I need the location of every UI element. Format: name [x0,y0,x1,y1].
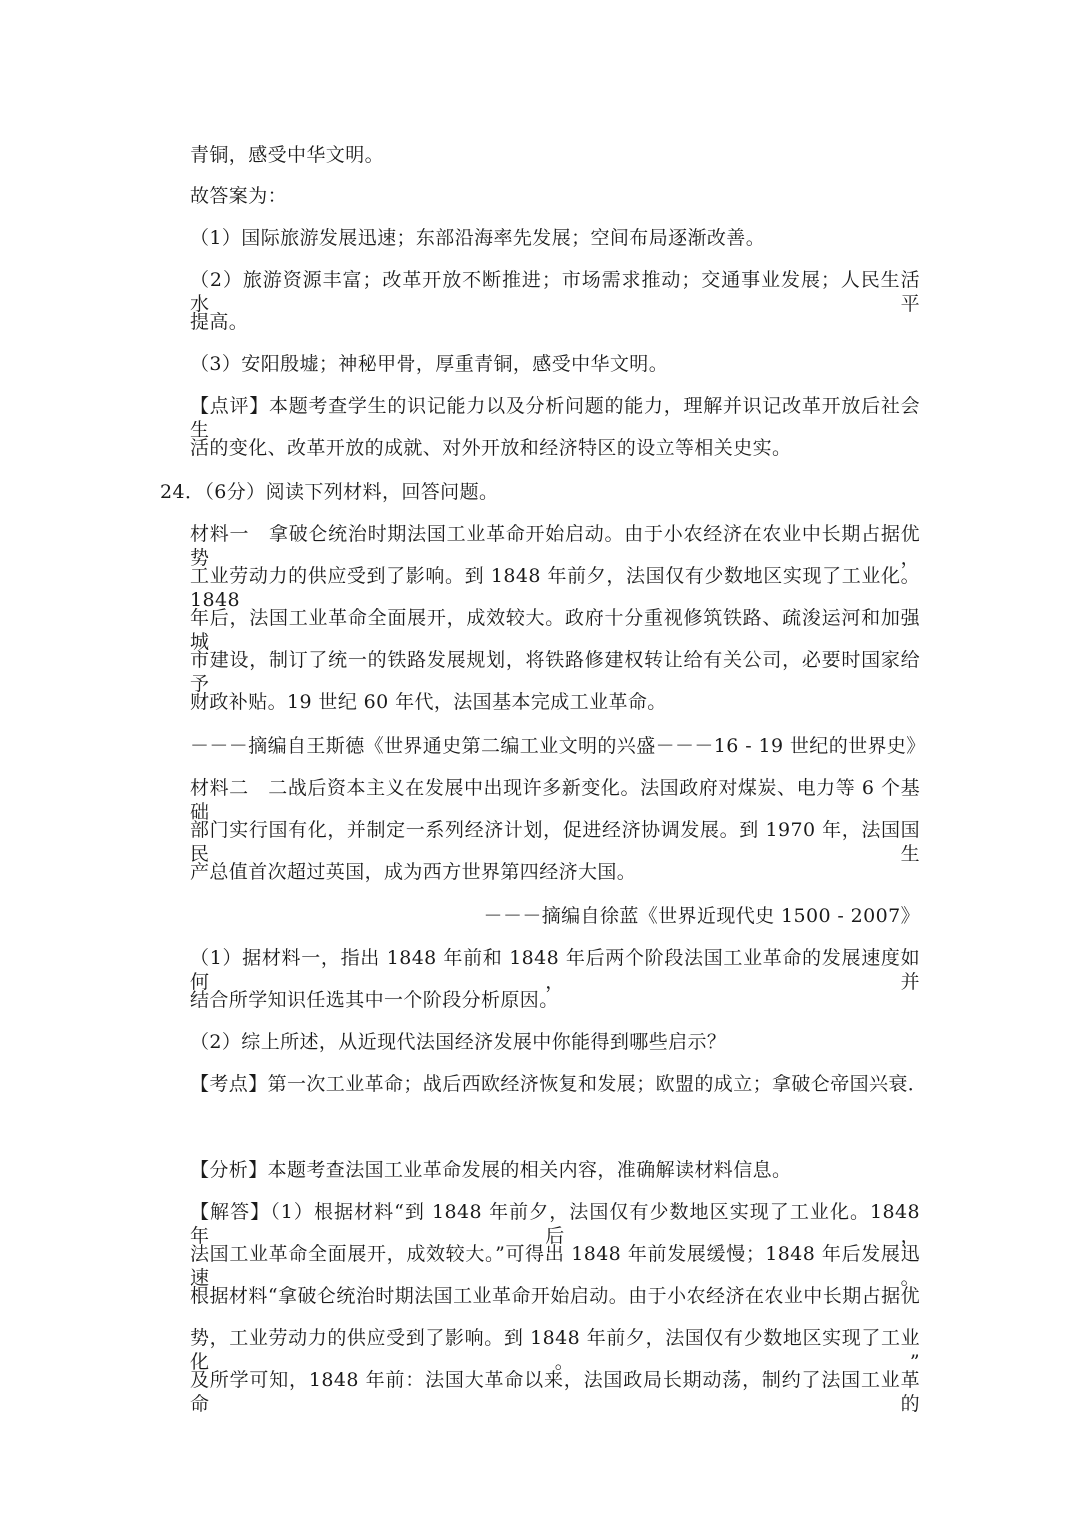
answer-heading: 故答案为： [190,185,288,207]
solution-line-5: 及所学可知，1848 年前：法国大革命以来，法国政局长期动荡，制约了法国工业革命的 [190,1369,920,1415]
material-2-line-3: 产总值首次超过英国，成为西方世界第四经济大国。 [190,861,637,883]
material-2-line-2: 部门实行国有化，并制定一系列经济计划，促进经济协调发展。到 1970 年，法国国民生 [190,819,920,865]
material-1-line-2: 工业劳动力的供应受到了影响。到 1848 年前夕，法国仅有少数地区实现了工业化。1848 [190,565,920,611]
answer-continuation: 青铜，感受中华文明。 [190,144,385,166]
solution-line-3: 根据材料“拿破仑统治时期法国工业革命开始启动。由于小农经济在农业中长期占据优 [190,1285,920,1307]
key-points: 【考点】第一次工业革命；战后西欧经济恢复和发展；欧盟的成立；拿破仑帝国兴衰． [190,1073,928,1095]
material-1-line-4: 市建设，制订了统一的铁路发展规划，将铁路修建权转让给有关公司，必要时国家给予 [190,649,920,695]
comment-paragraph: 【点评】本题考查学生的识记能力以及分析问题的能力，理解并识记改革开放后社会生 [190,395,920,441]
solution-line-4: 势，工业劳动力的供应受到了影响。到 1848 年前夕，法国仅有少数地区实现了工业化。” [190,1327,920,1373]
comment-paragraph-cont: 活的变化、改革开放的成就、对外开放和经济特区的设立等相关史实。 [190,437,792,459]
sub-question-1-cont: 结合所学知识任选其中一个阶段分析原因。 [190,989,559,1011]
solution-line-2: 法国工业革命全面展开，成效较大。”可得出 1848 年前发展缓慢；1848 年后发展迅速。 [190,1243,920,1289]
answer-item-2-cont: 提高。 [190,311,249,333]
material-2-source: －－－摘编自徐蓝《世界近现代史 1500 - 2007》 [483,905,920,927]
sub-question-2: （2）综上所述，从近现代法国经济发展中你能得到哪些启示？ [190,1031,727,1053]
sub-question-1: （1）据材料一，指出 1848 年前和 1848 年后两个阶段法国工业革命的发展速度如何，并 [190,947,920,993]
material-2-line-1: 材料二 二战后资本主义在发展中出现许多新变化。法国政府对煤炭、电力等 6 个基础 [190,777,920,823]
answer-item-1: （1）国际旅游发展迅速；东部沿海率先发展；空间布局逐渐改善。 [190,227,766,249]
answer-item-2: （2）旅游资源丰富；改革开放不断推进；市场需求推动；交通事业发展；人民生活水平 [190,269,920,315]
material-1-line-1: 材料一 拿破仑统治时期法国工业革命开始启动。由于小农经济在农业中长期占据优势， [190,523,920,569]
analysis: 【分析】本题考查法国工业革命发展的相关内容，准确解读材料信息。 [190,1159,792,1181]
material-1-line-3: 年后，法国工业革命全面展开，成效较大。政府十分重视修筑铁路、疏浚运河和加强城 [190,607,920,653]
question-24-title: 24．（6分）阅读下列材料，回答问题。 [160,481,499,503]
material-1-source: －－－摘编自王斯德《世界通史第二编工业文明的兴盛－－－16 - 19 世纪的世界史》 [190,735,926,757]
solution-line-1: 【解答】（1）根据材料“到 1848 年前夕，法国仅有少数地区实现了工业化。1848 年后， [190,1201,920,1247]
answer-item-3: （3）安阳殷墟；神秘甲骨，厚重青铜，感受中华文明。 [190,353,669,375]
material-1-line-5: 财政补贴。19 世纪 60 年代，法国基本完成工业革命。 [190,691,667,713]
